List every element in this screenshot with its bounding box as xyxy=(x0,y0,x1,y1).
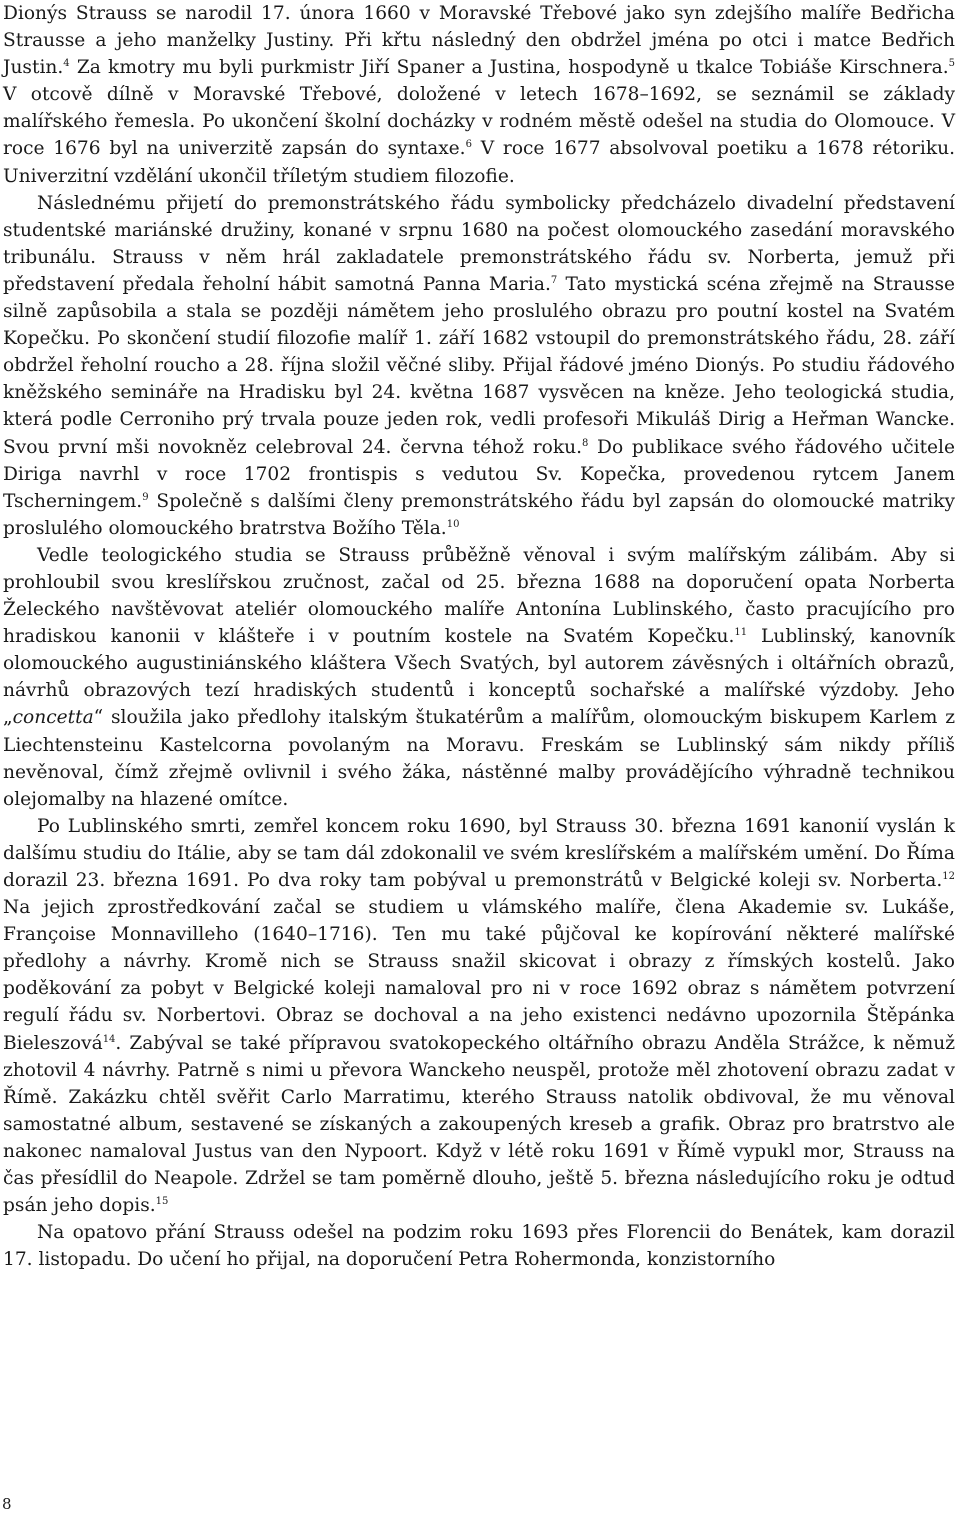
text-run: Na opatovo přání Strauss odešel na podzim roku 1693 přes Florencii do Benátek, kam dorazil 17. listopadu. Do učení ho přijal, na doporučení Petra Rohermonda, konzistorního xyxy=(3,1222,955,1271)
text-run: Vedle teologického studia se Strauss průběžně věnoval i svým malířským zálibám. Aby si prohloubil svou kreslířskou zručnost, začal od 25. března 1688 na doporučení opata Norberta Želeckého navštěvovat ateliér olomouckého malíře Antonína Lublinského, často pracujícího pro hradiskou kanonii v klášteře i v poutním kostele na Svatém Kopečku. xyxy=(3,544,955,648)
text-run: Za kmotry mu byli purkmistr Jiří Spaner a Justina, hospodyně u tkalce Tobiáše Kirschnera. xyxy=(69,57,949,79)
text-run: V otcově dílně v Moravské Třebové, doložené v letech 1678–1692, se seznámil se základy malířského řemesla. Po ukončení školní docházky v rodném městě odešel na studia do Olomouce. V roce 1676 byl na univerzitě zapsán do syntaxe. xyxy=(3,84,955,160)
text-run: Po Lublinského smrti, zemřel koncem roku 1690, byl Strauss 30. března 1691 kanonií vyslán k dalšímu studiu do Itálie, aby se tam dál zdokonalil ve svém kreslířském a malířském umění. Do Říma dorazil 23. března 1691. Po dva roky tam pobýval u premonstrátů v Belgické koleji sv. Norberta. xyxy=(3,815,955,891)
document-page xyxy=(3,0,955,1273)
body-paragraph xyxy=(3,813,955,1219)
footnote-marker: 10 xyxy=(446,518,460,530)
text-run: “ sloužila jako předlohy italským štukatérům a malířům, olomouckým biskupem Karlem z Liechtensteinu Kastelcorna povolaným na Moravu. Freskám se Lublinský sám nikdy příliš nevěnoval, čímž zřejmě ovlivnil i svého žáka, nástěnné malby provádějícího výhradně technikou olejomalby na hlazené omítce. xyxy=(3,707,955,810)
text-run: Do publikace svého řádového učitele Diriga navrhl v roce 1702 frontispis s vedutou Sv. Kopečka, provedenou rytcem Janem Tscherningem. xyxy=(3,436,956,512)
page-number: 8 xyxy=(2,1495,12,1513)
footnote-marker: 9 xyxy=(142,491,149,503)
italic-term: concetta xyxy=(12,707,94,729)
text-run: Následnému přijetí do premonstrátského řádu symbolicky předcházelo divadelní představení studentské mariánské družiny, konané v srpnu 1680 na počest olomouckého zasedání moravského tribunálu. Strauss v něm hrál zakladatele premonstrátského řádu sv. Norberta, jemuž při představení předala řeholní hábit samotná Panna Maria. xyxy=(3,192,955,295)
footnote-marker: 12 xyxy=(942,870,955,882)
text-run: Na jejich zprostředkování začal se studiem u vlámského malíře, člena Akademie sv. Lukáše, Françoise Monnavilleho (1640–1716). Ten mu také půjčoval ke kopírování některé malířské předlohy a návrhy. Kromě nich se Strauss snažil skicovat i obrazy z římských kostelů. Jako poděkování za pobyt v Belgické koleji namaloval pro ni v roce 1692 obraz s námětem potvrzení regulí řádu sv. Norbertovi. Obraz se dochoval a na jeho existenci nedávno upozornila Štěpánka Bieleszová xyxy=(3,897,955,1054)
text-run: Tato mystická scéna zřejmě na Strausse silně zapůsobila a stala se později námětem jeho proslulého obrazu pro poutní kostel na Svatém Kopečku. Po skončení studií filozofie malíř 1. září 1682 vstoupil do premonstrátského řádu, 28. září obdržel řeholní roucho a 28. října složil věčné sliby. Přijal řádové jméno Dionýs. Po studiu řádového kněžského semináře na Hradisku byl 24. května 1687 vysvěcen na kněze. Jeho teologická studia, která podle Cerroniho prý trvala pouze jeden rok, vedli profesoři Mikuláš Dirig a Heřman Wancke. Svou první mši novokněz celebroval 24. června téhož roku. xyxy=(3,273,955,458)
footnote-marker: 7 xyxy=(550,274,558,286)
footnote-marker: 11 xyxy=(734,626,748,638)
footnote-marker: 14 xyxy=(102,1033,116,1045)
body-paragraph xyxy=(3,0,955,190)
text-run: V roce 1677 absolvoval poetiku a 1678 rétoriku. Univerzitní vzdělání ukončil tříletým studiem filozofie. xyxy=(3,138,955,187)
footnote-marker: 8 xyxy=(582,437,589,449)
body-paragraph xyxy=(3,542,955,813)
body-paragraph xyxy=(3,190,955,542)
text-run: . Zabýval se také přípravou svatokopeckého oltářního obrazu Anděla Strážce, k němuž zhotovil 4 návrhy. Patrně s nimi u převora Wanckeho neuspěl, protože měl zhotovení obrazu zadat v Římě. Zakázku chtěl svěřit Carlo Marratimu, kterého Strauss natolik obdivoval, že mu věnoval samostatné album, sestavené se získaných a zakoupených kreseb a grafik. Obraz pro bratrstvo ale nakonec namaloval Justus van den Nypoort. Když v létě roku 1691 v Římě vypukl mor, Strauss na čas přesídlil do Neapole. Zdržel se tam poměrně dlouho, ještě 5. března následujícího roku je odtud psán jeho dopis. xyxy=(3,1032,955,1217)
text-run: Dionýs Strauss se narodil 17. února 1660 v Moravské Třebové jako syn zdejšího malíře Bedřicha Strausse a jeho manželky Justiny. Při křtu následný den obdržel jména po otci i matce Bedřich Justin. xyxy=(3,3,955,79)
footnote-marker: 6 xyxy=(465,139,472,151)
text-run: Společně s dalšími členy premonstrátského řádu byl zapsán do olomoucké matriky proslulého olomouckého bratrstva Božího Těla. xyxy=(3,490,955,539)
footnote-marker: 4 xyxy=(63,58,70,69)
text-run: Lublinský, kanovník olomouckého augustiniánského kláštera Všech Svatých, byl autorem závěsných i oltářních obrazů, návrhů obrazových tezí hradiských studentů i konceptů sochařské a malířské výzdoby. Jeho „ xyxy=(3,626,955,729)
footnote-marker: 15 xyxy=(155,1195,169,1207)
body-paragraph xyxy=(3,1219,955,1273)
footnote-marker: 5 xyxy=(948,58,955,69)
